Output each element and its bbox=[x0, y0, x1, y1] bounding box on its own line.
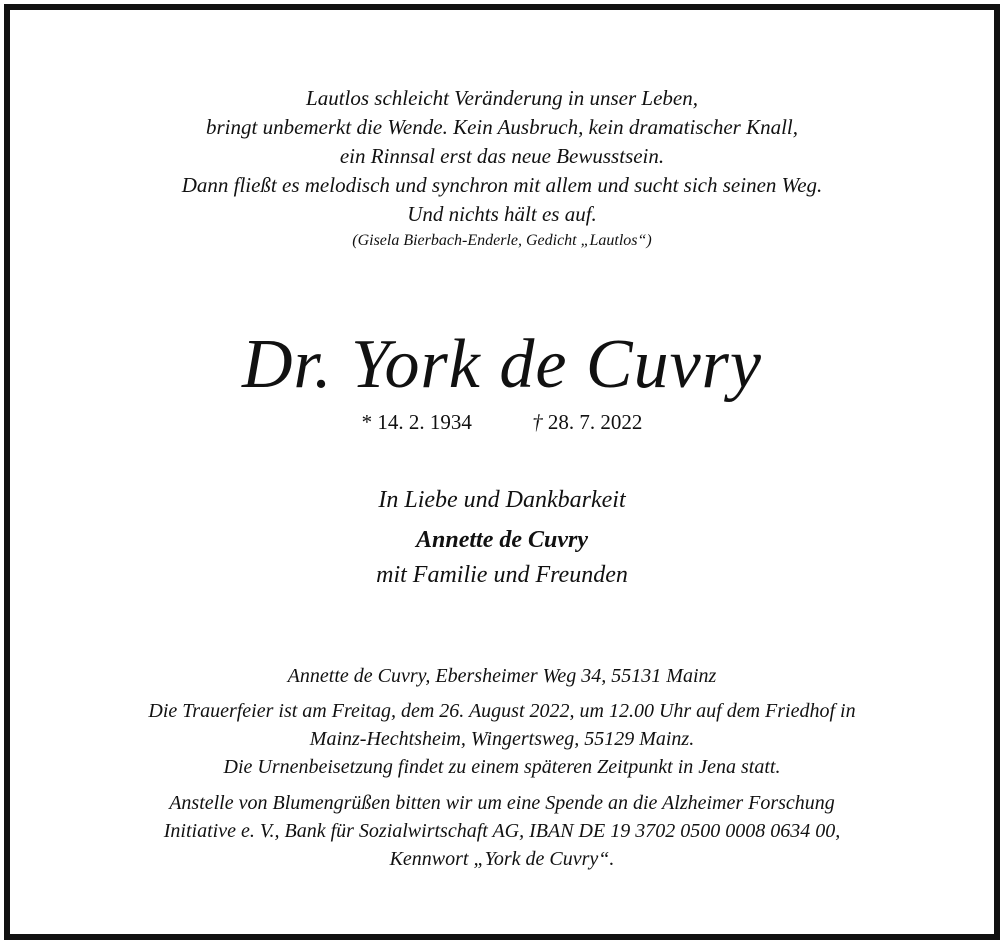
mourners-block bbox=[10, 482, 994, 592]
life-dates bbox=[10, 408, 994, 436]
poem-source: (Gisela Bierbach-Enderle, Gedicht „Lautlos“) bbox=[352, 232, 652, 249]
poem-line: Dann fließt es melodisch und synchron mit allem und sucht sich seinen Weg. bbox=[181, 173, 823, 197]
poem-line: Und nichts hält es auf. bbox=[407, 202, 597, 226]
poem bbox=[10, 84, 994, 253]
obituary-frame bbox=[4, 4, 1000, 940]
death-date: 28. 7. 2022 bbox=[547, 410, 643, 434]
ceremony-line: Die Trauerfeier ist am Freitag, dem 26. August 2022, um 12.00 Uhr auf dem Friedhof in bbox=[148, 700, 856, 722]
contact-address: Annette de Cuvry, Ebersheimer Weg 34, 55131 Mainz bbox=[287, 665, 717, 687]
poem-line: ein Rinnsal erst das neue Bewusstsein. bbox=[339, 144, 665, 168]
death-date-group bbox=[532, 408, 642, 436]
ceremony-details bbox=[10, 697, 994, 781]
ceremony-line: Mainz-Hechtsheim, Wingertsweg, 55129 Mainz. bbox=[309, 728, 695, 750]
donation-line: Initiative e. V., Bank für Sozialwirtschaft AG, IBAN DE 19 3702 0500 0008 0634 00, bbox=[163, 820, 841, 842]
poem-line: bringt unbemerkt die Wende. Kein Ausbruch, kein dramatischer Knall, bbox=[205, 115, 798, 139]
dagger-icon: † bbox=[532, 410, 543, 434]
donation-line: Anstelle von Blumengrüßen bitten wir um eine Spende an die Alzheimer Forschung bbox=[169, 792, 835, 814]
mourners-intro: In Liebe und Dankbarkeit bbox=[378, 487, 626, 513]
deceased-name: Dr. York de Cuvry bbox=[242, 326, 762, 403]
info-block bbox=[10, 662, 994, 873]
poem-line: Lautlos schleicht Veränderung in unser Leben, bbox=[306, 86, 698, 110]
mourner-name: Annette de Cuvry bbox=[416, 527, 588, 553]
mourners-with: mit Familie und Freunden bbox=[376, 562, 628, 588]
ceremony-line: Die Urnenbeisetzung findet zu einem späteren Zeitpunkt in Jena statt. bbox=[223, 756, 781, 778]
donation-line: Kennwort „York de Cuvry“. bbox=[389, 848, 615, 870]
birth-date: * 14. 2. 1934 bbox=[361, 410, 472, 434]
donation-request bbox=[10, 789, 994, 873]
